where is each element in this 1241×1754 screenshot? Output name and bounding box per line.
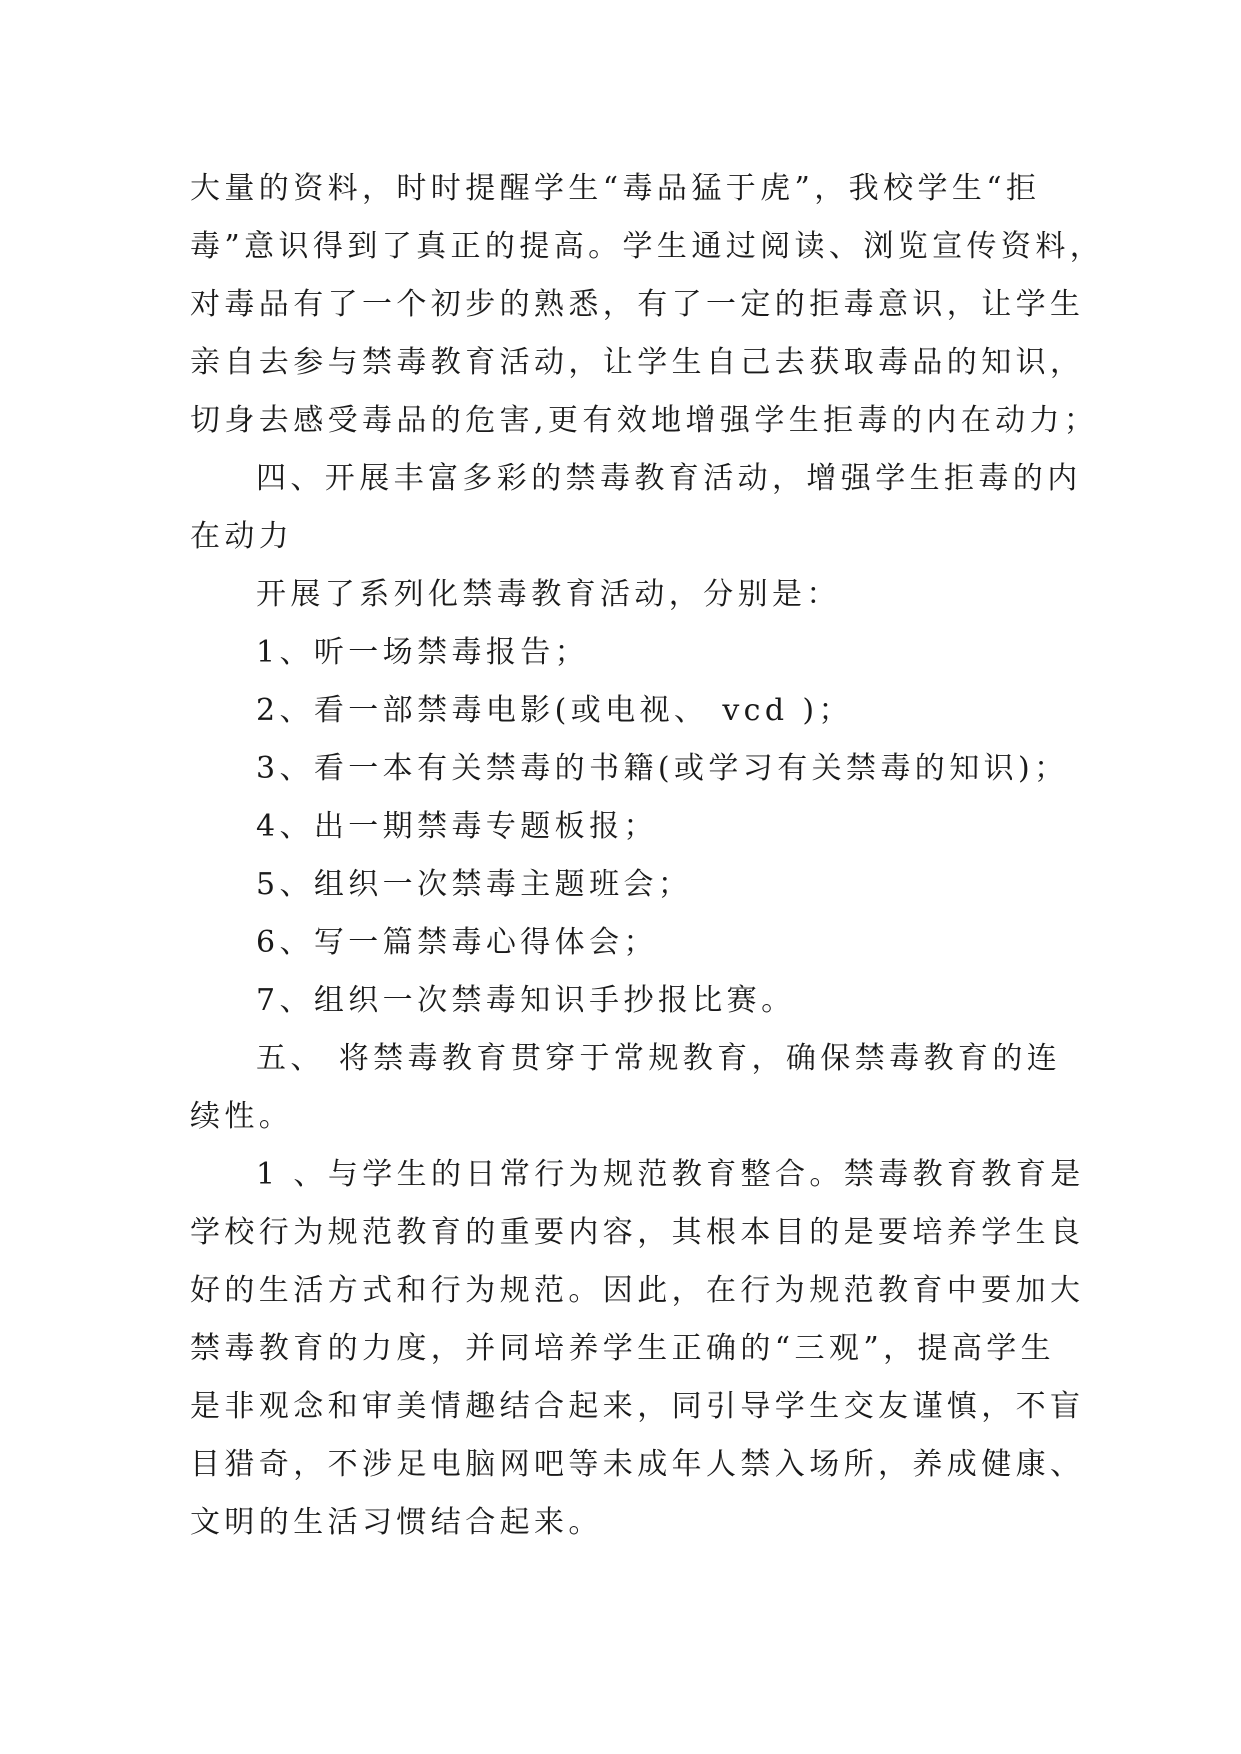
section-heading-five: 五、 将禁毒教育贯穿于常规教育，确保禁毒教育的连	[256, 1041, 1062, 1076]
text-line: 文明的生活习惯结合起来。	[190, 1505, 603, 1540]
document-body	[190, 160, 1105, 1552]
text-line: 开展了系列化禁毒教育活动，分别是：	[256, 577, 841, 612]
list-item: 7、组织一次禁毒知识手抄报比赛。	[256, 983, 796, 1018]
list-item: 1、听一场禁毒报告；	[256, 635, 590, 670]
text-line: 对毒品有了一个初步的熟悉，有了一定的拒毒意识，让学生	[190, 287, 1085, 322]
text-line: 毒”意识得到了真正的提高。学生通过阅读、浏览宣传资料，	[190, 229, 1105, 264]
section-heading-four: 四、开展丰富多彩的禁毒教育活动，增强学生拒毒的内	[256, 461, 1082, 496]
text-line: 好的生活方式和行为规范。因此，在行为规范教育中要加大	[190, 1273, 1085, 1308]
text-line: 在动力	[190, 519, 294, 554]
list-item: 6、写一篇禁毒心得体会；	[256, 925, 658, 960]
text-line: 大量的资料，时时提醒学生“毒品猛于虎”，我校学生“拒	[190, 171, 1041, 206]
text-line: 禁毒教育的力度，并同培养学生正确的“三观”，提高学生	[190, 1331, 1056, 1366]
text-line: 学校行为规范教育的重要内容，其根本目的是要培养学生良	[190, 1215, 1085, 1250]
text-line: 亲自去参与禁毒教育活动，让学生自己去获取毒品的知识，	[190, 345, 1085, 380]
text-line: 目猎奇，不涉足电脑网吧等未成年人禁入场所，养成健康、	[190, 1447, 1085, 1482]
list-item: 4、出一期禁毒专题板报；	[256, 809, 658, 844]
list-item: 3、看一本有关禁毒的书籍(或学习有关禁毒的知识)；	[256, 751, 1069, 786]
list-item: 5、组织一次禁毒主题班会；	[256, 867, 693, 902]
list-item: 2、看一部禁毒电影(或电视、 vcd )；	[256, 693, 853, 728]
text-line: 1 、与学生的日常行为规范教育整合。禁毒教育教育是	[256, 1157, 1085, 1192]
text-line: 续性。	[190, 1099, 294, 1134]
text-line: 切身去感受毒品的危害,更有效地增强学生拒毒的内在动力；	[190, 403, 1099, 438]
text-line: 是非观念和审美情趣结合起来，同引导学生交友谨慎，不盲	[190, 1389, 1085, 1424]
